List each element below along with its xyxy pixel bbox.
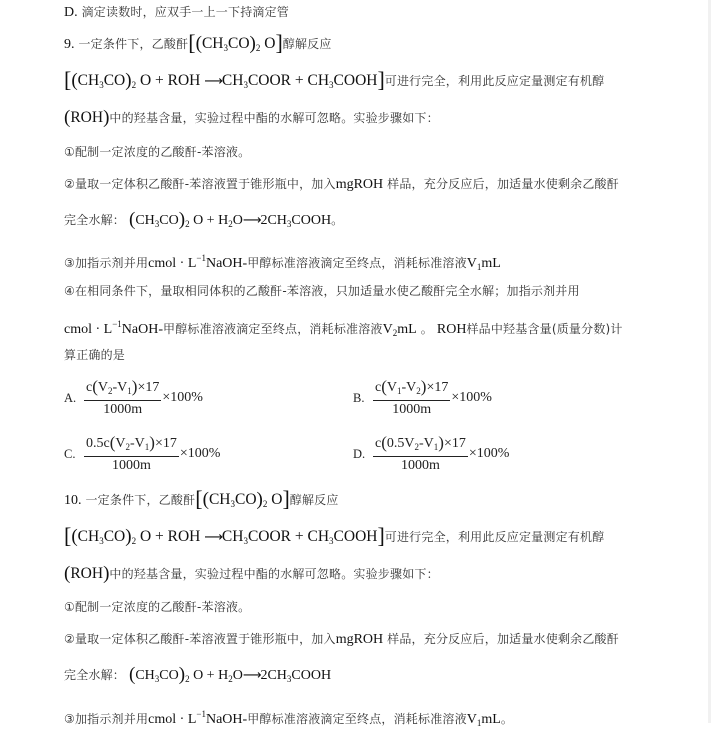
volume-v2: $V_2mL$: [382, 322, 417, 338]
option-a[interactable]: [64, 378, 203, 418]
denominator: 1000m: [111, 458, 151, 473]
punctuation: 。: [331, 213, 344, 227]
step-text: 样品，充分反应后，加适量水使剩余乙酸酐: [387, 177, 619, 191]
denominator: 1000m: [400, 458, 440, 473]
roh-text: ROH: [436, 322, 467, 337]
question-text: 中的羟基含量，实验过程中酯的水解可忽略。实验步骤如下：: [109, 111, 439, 125]
fraction: [84, 434, 179, 474]
volume-v1: $V_1mL$: [466, 256, 501, 272]
volume-v1: $V_1mL$: [466, 712, 501, 728]
option-label: D.: [64, 5, 78, 20]
punctuation: 。: [420, 322, 433, 336]
prev-option-d: [64, 2, 289, 23]
numerator: $0.5c(V_2-V_1)\times 17$: [84, 434, 179, 457]
q9-intro: [64, 30, 332, 58]
q10-step-2-cont: [64, 665, 331, 689]
q9-step-4-cont: [64, 314, 623, 343]
formula-roh: (ROH): [64, 107, 110, 128]
q9-step-3: [64, 248, 501, 277]
q10-roh-line: [64, 564, 439, 584]
punctuation: 。: [500, 712, 514, 726]
step-text: ②量取一定体积乙酸酐-苯溶液置于锥形瓶中，加入: [64, 632, 336, 646]
step-text: ④在相同条件下，量取相同体积的乙酸酐-苯溶液，只加适量水使乙酸酐完全水解；加指示剂并用: [64, 284, 580, 298]
option-label: A.: [64, 390, 77, 405]
formula-acetic-anhydride: [$(CH_3CO)_2$ O]: [188, 30, 283, 55]
formula-roh: (ROH): [64, 563, 110, 584]
formula-hydrolysis: $(CH_3CO)_2$ $O + H_2O⟶2CH_3COOH$: [129, 664, 332, 685]
percent-factor: ×100%: [451, 390, 492, 405]
option-b[interactable]: [353, 378, 492, 418]
step-text: 甲醇标准溶液滴定至终点，消耗标准溶液: [247, 712, 467, 726]
option-d[interactable]: [353, 434, 509, 474]
step-text: 完全水解：: [64, 213, 126, 227]
question-text: 醇解反应: [289, 493, 339, 507]
question-text: 可进行完全，利用此反应定量测定有机醇: [384, 530, 605, 544]
option-c[interactable]: [64, 434, 220, 474]
formula-acetic-anhydride: [$(CH_3CO)_2$ O]: [195, 486, 290, 511]
naoh-concentration: cmol · $L^{-1}NaOH-$: [64, 319, 164, 337]
question-text: 一定条件下，乙酸酐: [85, 493, 196, 507]
numerator: $c(V_2-V_1)\times 17$: [84, 378, 161, 401]
percent-factor: ×100%: [179, 446, 221, 461]
q9-roh-line: [64, 108, 439, 128]
q9-step-2: [64, 174, 619, 195]
question-text: 中的羟基含量，实验过程中酯的水解可忽略。实验步骤如下：: [109, 567, 439, 581]
question-text: 可进行完全，利用此反应定量测定有机醇: [384, 74, 605, 88]
q10-step-3: [64, 704, 513, 733]
step-text: ①配制一定浓度的乙酸酐-苯溶液。: [64, 600, 251, 614]
step-text: ③加指示剂并用: [64, 256, 149, 270]
step-text: ②量取一定体积乙酸酐-苯溶液置于锥形瓶中，加入: [64, 177, 336, 191]
step-text: 样品中羟基含量(质量分数)计: [466, 322, 623, 336]
roh-text: ROH: [70, 109, 104, 126]
fraction: [373, 434, 468, 474]
question-text: 一定条件下，乙酸酐: [78, 37, 189, 51]
step-text: 甲醇标准溶液滴定至终点，消耗标准溶液: [163, 322, 383, 336]
sample-mass: mgROH: [335, 632, 384, 647]
numerator: $c(0.5V_2-V_1)\times 17$: [373, 434, 468, 457]
question-text: 醇解反应: [282, 37, 332, 51]
step-text: 算正确的是: [64, 348, 126, 362]
fraction: [84, 378, 161, 418]
naoh-concentration: cmol · $L^{-1}NaOH-$: [148, 253, 248, 271]
step-text: ③加指示剂并用: [64, 712, 149, 726]
q10-step-2: [64, 629, 619, 650]
step-text: 完全水解：: [64, 668, 126, 682]
step-text: 样品，充分反应后，加适量水使剩余乙酸酐: [387, 632, 619, 646]
q10-step-1: [64, 597, 250, 617]
option-label: D.: [353, 446, 366, 461]
sample-mass: mgROH: [335, 177, 384, 192]
formula-alcoholysis: [$(CH_3CO)_2$ O + ROH $⟶CH_3COOR$ + $CH_3COOH$]: [64, 67, 385, 92]
step-text: ①配制一定浓度的乙酸酐-苯溶液。: [64, 145, 251, 159]
q9-step-4: [64, 281, 580, 301]
fraction: [373, 378, 450, 418]
formula-alcoholysis: [$(CH_3CO)_2$ O + ROH $⟶CH_3COOR$ + $CH_3COOH$]: [64, 523, 385, 548]
question-number: 10.: [64, 493, 82, 508]
option-label: B.: [353, 390, 365, 405]
denominator: 1000m: [103, 402, 143, 417]
q9-step-2-cont: [64, 210, 343, 234]
naoh-concentration: cmol · $L^{-1}NaOH-$: [148, 709, 248, 727]
step-text: 甲醇标准溶液滴定至终点，消耗标准溶液: [247, 256, 467, 270]
numerator: $c(V_1-V_2)\times 17$: [373, 378, 450, 401]
q9-step-1: [64, 142, 250, 162]
q10-reaction-line: [64, 523, 605, 551]
q9-reaction-line: [64, 67, 605, 95]
roh-text: ROH: [70, 565, 104, 582]
q9-step-4-end: [64, 345, 125, 365]
percent-factor: ×100%: [468, 446, 510, 461]
question-number: 9.: [64, 37, 75, 52]
formula-hydrolysis: $(CH_3CO)_2$ $O + H_2O⟶2CH_3COOH$: [129, 209, 332, 230]
q10-intro: [64, 486, 339, 514]
option-label: C.: [64, 446, 76, 461]
option-text: 滴定读数时，应双手一上一下持滴定管: [81, 5, 290, 19]
denominator: 1000m: [392, 402, 432, 417]
percent-factor: ×100%: [162, 390, 203, 405]
